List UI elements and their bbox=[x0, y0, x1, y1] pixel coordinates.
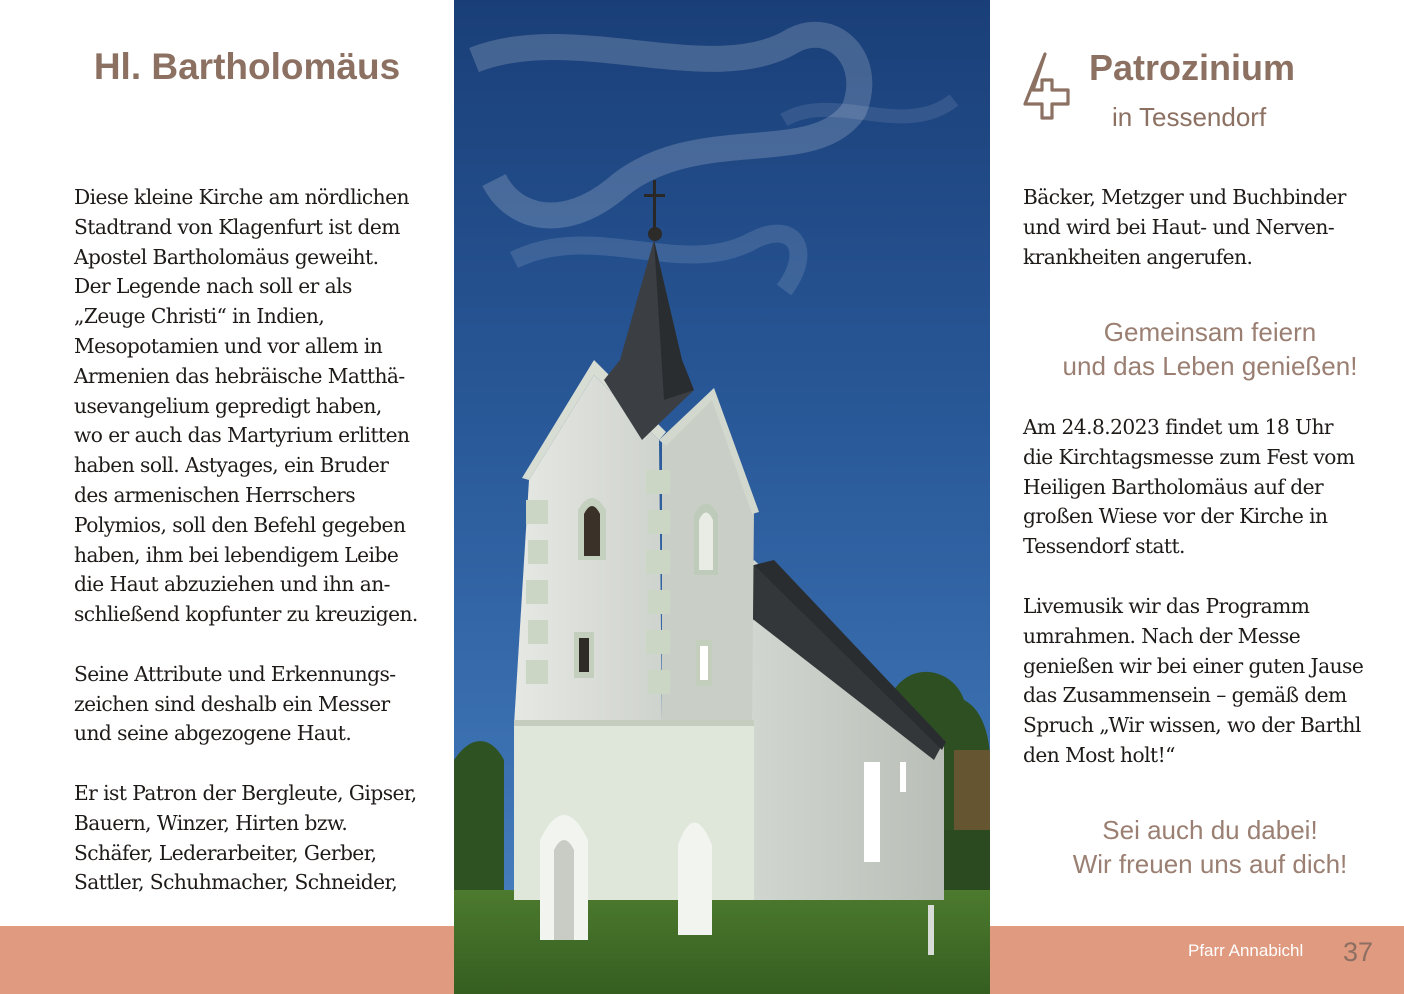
slogan-line: Wir freuen uns auf dich! bbox=[1072, 849, 1348, 879]
text-line: das Zusammensein – gemäß dem bbox=[1023, 683, 1347, 708]
paragraph-gap bbox=[74, 630, 446, 660]
slogan-line: und das Leben genießen! bbox=[1062, 351, 1358, 381]
right-paragraph-2 bbox=[1023, 413, 1393, 562]
house-roof bbox=[954, 750, 990, 830]
slogan-celebrate bbox=[1018, 315, 1402, 383]
left-column bbox=[0, 0, 454, 926]
paragraph-gap bbox=[74, 749, 446, 779]
nave-window bbox=[900, 762, 906, 792]
text-line: haben soll. Astyages, ein Bruder bbox=[74, 453, 389, 478]
slogan-line: Sei auch du dabei! bbox=[1102, 815, 1318, 845]
small-window bbox=[579, 638, 589, 672]
tower-base-ledge bbox=[514, 720, 754, 726]
text-line: Schäfer, Lederarbeiter, Gerber, bbox=[74, 840, 377, 865]
text-line: und seine abgezogene Haut. bbox=[74, 721, 352, 746]
text-line: genießen wir bei einer guten Jause bbox=[1023, 653, 1364, 678]
text-line: „Zeuge Christi“ in Indien, bbox=[74, 304, 325, 329]
cross-vertical bbox=[653, 180, 656, 230]
arch-doorway-inner bbox=[554, 840, 574, 940]
right-column bbox=[990, 0, 1404, 926]
text-line: Tessendorf statt. bbox=[1023, 534, 1185, 559]
text-line: Am 24.8.2023 findet um 18 Uhr bbox=[1023, 415, 1334, 439]
slogan-join bbox=[1018, 813, 1402, 881]
text-line: Stadtrand von Klagenfurt ist dem bbox=[74, 214, 400, 239]
text-line: großen Wiese vor der Kirche in bbox=[1023, 504, 1328, 529]
right-subtitle: in Tessendorf bbox=[1112, 102, 1267, 132]
text-line: usevangelium gepredigt haben, bbox=[74, 393, 382, 418]
text-line: die Haut abzuziehen und ihn an- bbox=[74, 572, 390, 597]
text-line: Mesopotamien und vor allem in bbox=[74, 333, 383, 358]
footer-parish-label: Pfarr Annabichl bbox=[1188, 941, 1304, 960]
text-line: umrahmen. Nach der Messe bbox=[1023, 623, 1301, 648]
small-window bbox=[700, 646, 708, 680]
slogan-line: Gemeinsam feiern bbox=[1103, 317, 1317, 347]
right-paragraph-3 bbox=[1023, 592, 1393, 771]
nave-window bbox=[864, 762, 880, 862]
text-line: Bauern, Winzer, Hirten bzw. bbox=[74, 810, 348, 835]
text-line: wo er auch das Martyrium erlitten bbox=[74, 423, 410, 448]
cross-icon bbox=[1020, 50, 1072, 124]
cross-horizontal bbox=[644, 194, 665, 197]
text-line: den Most holt!“ bbox=[1023, 742, 1175, 767]
text-line: haben, ihm bei lebendigem Leibe bbox=[74, 542, 399, 567]
text-line: Bäcker, Metzger und Buchbinder bbox=[1023, 185, 1346, 209]
text-line: Apostel Bartholomäus geweiht. bbox=[74, 244, 379, 269]
belfry-window bbox=[584, 506, 600, 556]
page-number: 37 bbox=[1343, 937, 1374, 967]
left-body-text bbox=[74, 183, 446, 898]
text-line: Sattler, Schuhmacher, Schneider, bbox=[74, 870, 398, 895]
text-line: Seine Attribute und Erkennungs- bbox=[74, 661, 396, 686]
text-line: krankheiten angerufen. bbox=[1023, 244, 1253, 269]
arch-doorway bbox=[678, 823, 712, 936]
text-line: und wird bei Haut- und Nerven- bbox=[1023, 214, 1335, 239]
text-line: Der Legende nach soll er als bbox=[74, 274, 352, 299]
text-line: Polymios, soll den Befehl gegeben bbox=[74, 512, 406, 537]
hedge bbox=[940, 830, 990, 900]
text-line: Armenien das hebräische Matthä- bbox=[74, 363, 405, 388]
text-line: Livemusik wir das Programm bbox=[1023, 594, 1310, 618]
text-line: Diese kleine Kirche am nördlichen bbox=[74, 185, 409, 209]
text-line: des armenischen Herrschers bbox=[74, 482, 356, 507]
text-line: Spruch „Wir wissen, wo der Barthl bbox=[1023, 713, 1361, 738]
text-line: Heiligen Bartholomäus auf der bbox=[1023, 474, 1324, 499]
church-photo bbox=[454, 0, 990, 994]
belfry-window bbox=[699, 513, 713, 571]
text-line: schließend kopfunter zu kreuzigen. bbox=[74, 602, 418, 627]
right-paragraph-1 bbox=[1023, 183, 1393, 272]
right-title: Patrozinium bbox=[1089, 47, 1296, 88]
text-line: Er ist Patron der Bergleute, Gipser, bbox=[74, 780, 417, 805]
text-line: die Kirchtagsmesse zum Fest vom bbox=[1023, 444, 1355, 469]
left-title: Hl. Bartholomäus bbox=[93, 46, 401, 87]
post bbox=[928, 905, 934, 955]
text-line: zeichen sind deshalb ein Messer bbox=[74, 691, 390, 716]
